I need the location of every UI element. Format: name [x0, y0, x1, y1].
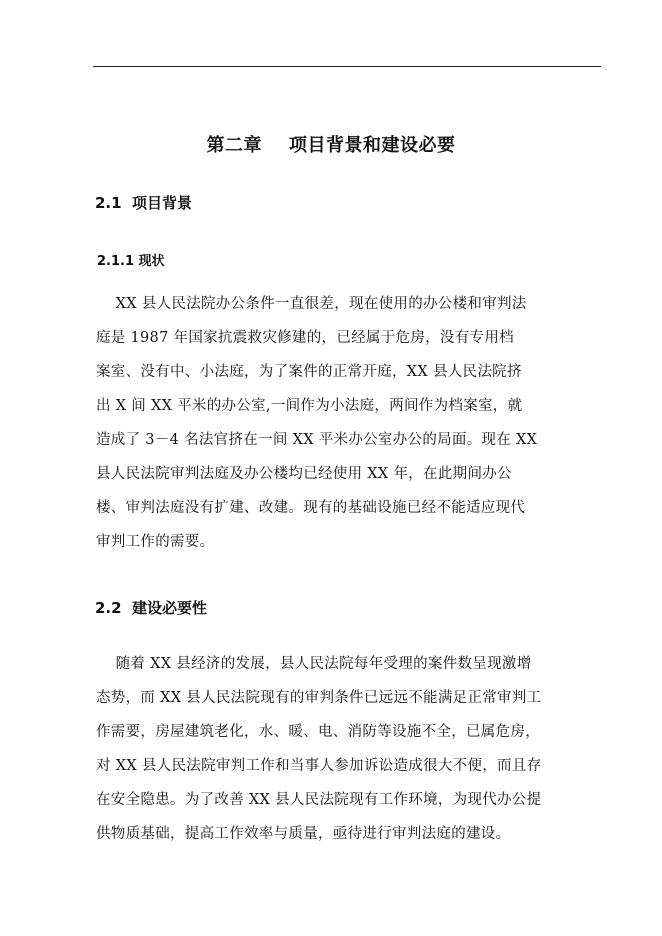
paragraph-status — [96, 287, 602, 559]
paragraph-necessity — [96, 647, 602, 851]
paragraph-line: 随着 XX 县经济的发展，县人民法院每年受理的案件数呈现激增 — [96, 656, 532, 672]
paragraph-line: 在安全隐患。为了改善 XX 县人民法院现有工作环境，为现代办公提 — [96, 792, 542, 808]
section-heading-2-1: 2.1 项目背景 — [95, 194, 193, 212]
paragraph-line: 态势，而 XX 县人民法院现有的审判条件已远远不能满足正常审判工 — [96, 690, 542, 706]
paragraph-line: 楼、审判法庭没有扩建、改建。现有的基础设施已经不能适应现代 — [96, 500, 526, 516]
header-rule — [93, 66, 601, 67]
paragraph-line: 审判工作的需要。 — [96, 534, 215, 550]
section-heading-2-2: 2.2 建设必要性 — [95, 599, 208, 617]
paragraph-line: 县人民法院审判法庭及办公楼均已经使用 XX 年，在此期间办公 — [96, 466, 512, 482]
paragraph-line: 案室、没有中、小法庭，为了案件的正常开庭，XX 县人民法院挤 — [96, 364, 522, 380]
chapter-title: 第二章 项目背景和建设必要 — [206, 135, 456, 156]
paragraph-line: XX 县人民法院办公条件一直很差，现在使用的办公楼和审判法 — [96, 296, 527, 312]
paragraph-line: 出 X 间 XX 平米的办公室,一间作为小法庭，两间作为档案室，就 — [96, 398, 523, 414]
paragraph-line: 庭是 1987 年国家抗震救灾修建的，已经属于危房，没有专用档 — [96, 330, 514, 346]
paragraph-line: 作需要，房屋建筑老化，水、暖、电、消防等设施不全，已属危房， — [96, 724, 540, 740]
subsection-heading-2-1-1: 2.1.1 现状 — [97, 254, 165, 269]
paragraph-line: 造成了 3－4 名法官挤在一间 XX 平米办公室办公的局面。现在 XX — [96, 432, 538, 448]
paragraph-line: 供物质基础，提高工作效率与质量，亟待进行审判法庭的建设。 — [96, 826, 511, 842]
paragraph-line: 对 XX 县人民法院审判工作和当事人参加诉讼造成很大不便，而且存 — [96, 758, 542, 774]
